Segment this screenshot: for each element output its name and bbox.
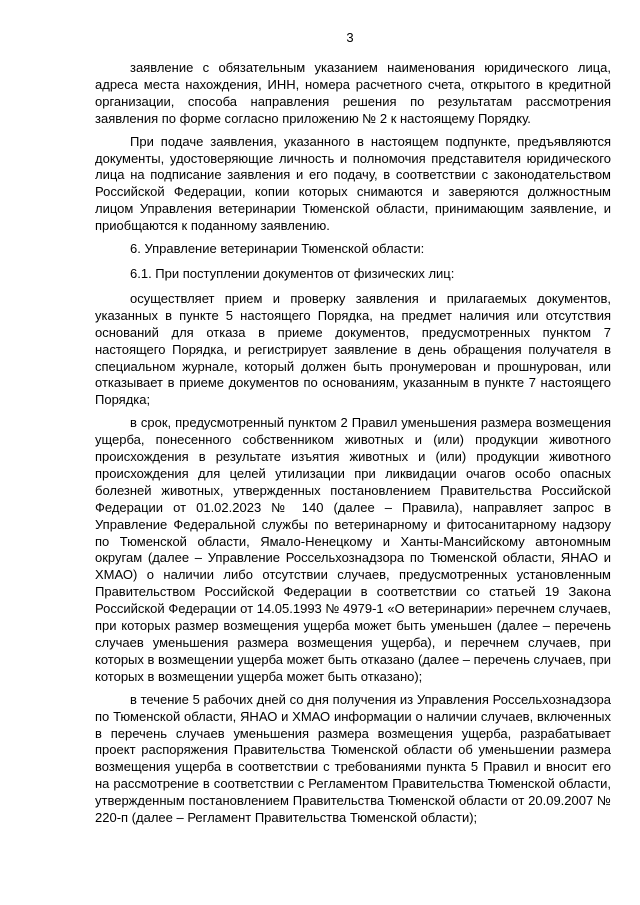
paragraph-request-to-rosselkhoznadzor: в срок, предусмотренный пунктом 2 Правил уменьшения размера возмещения ущерба, понесенного собственником животных и (или) продукции животного происхождения в результате изъятия животных и (или) продукции животного происхождения для целей утилизации при ликвидации очагов особо опасных болезней животных, утвержденных постановлением Правительства Российской Федерации от 01.02.2023 № 140 (далее – Правила), направляет запрос в Управление Федеральной службы по ветеринарному и фитосанитарному надзору по Тюменской области, Ямало-Ненецкому и Ханты-Мансийскому автономным округам (далее – Управление Россельхознадзора по Тюменской области, ЯНАО и ХМАО) о наличии либо отсутствии случаев, предусмотренных установленным Правительством Российской Федерации в соответствии со статьей 19 Закона Российской Федерации от 14.05.1993 № 4979-1 «О ветеринарии» перечнем случаев, при которых размер возмещения ущерба может быть уменьшен (далее – перечень случаев уменьшения размера возмещения ущерба), и перечнем случаев, при которых в возмещении ущерба может быть отказано (далее – перечень случаев, при которых в возмещении ущерба может быть отказано); [95, 415, 611, 684]
page-number: 3 [346, 30, 354, 45]
document-body [95, 60, 611, 833]
paragraph-section-6-1-heading: 6.1. При поступлении документов от физических лиц: [130, 265, 455, 281]
paragraph-application-requirements: заявление с обязательным указанием наименования юридического лица, адреса места нахождения, ИНН, номера расчетного счета, открытого в кредитной организации, способа направления решения по результатам рассмотрения заявления по форме согласно приложению № 2 к настоящему Порядку. [95, 60, 611, 126]
paragraph-reception-and-check: осуществляет прием и проверку заявления и прилагаемых документов, указанных в пункте 5 настоящего Порядка, на предмет наличия или отсутствия оснований для отказа в приеме документов, предусмотренных пунктом 7 настоящего Порядка, и регистрирует заявление в день обращения получателя в специальном журнале, который должен быть пронумерован и прошнурован, или отказывает в приеме документов по основаниям, указанным в пункте 7 настоящего Порядка; [95, 290, 611, 408]
paragraph-documents-on-submission: При подаче заявления, указанного в настоящем подпункте, предъявляются документы, удостоверяющие личность и полномочия представителя юридического лица на подписание заявления и его подачу, в соответствии с законодательством Российской Федерации, копии которых снимаются и заверяются должностным лицом Управления ветеринарии Тюменской области, принимающим заявление, и приобщаются к поданному заявлению. [95, 133, 611, 234]
paragraph-section-6-heading: 6. Управление ветеринарии Тюменской области: [130, 241, 425, 257]
paragraph-draft-order-preparation: в течение 5 рабочих дней со дня получения из Управления Россельхознадзора по Тюменской области, ЯНАО и ХМАО информации о наличии случаев, включенных в перечень случаев уменьшения размера возмещения ущерба, разрабатывает проект распоряжения Правительства Тюменской области об уменьшении размера возмещения ущерба в соответствии с требованиями пункта 5 Правил и вносит его на рассмотрение в соответствии с Регламентом Правительства Тюменской области, утвержденным постановлением Правительства Тюменской области от 20.09.2007 № 220-п (далее – Регламент Правительства Тюменской области); [95, 691, 611, 826]
